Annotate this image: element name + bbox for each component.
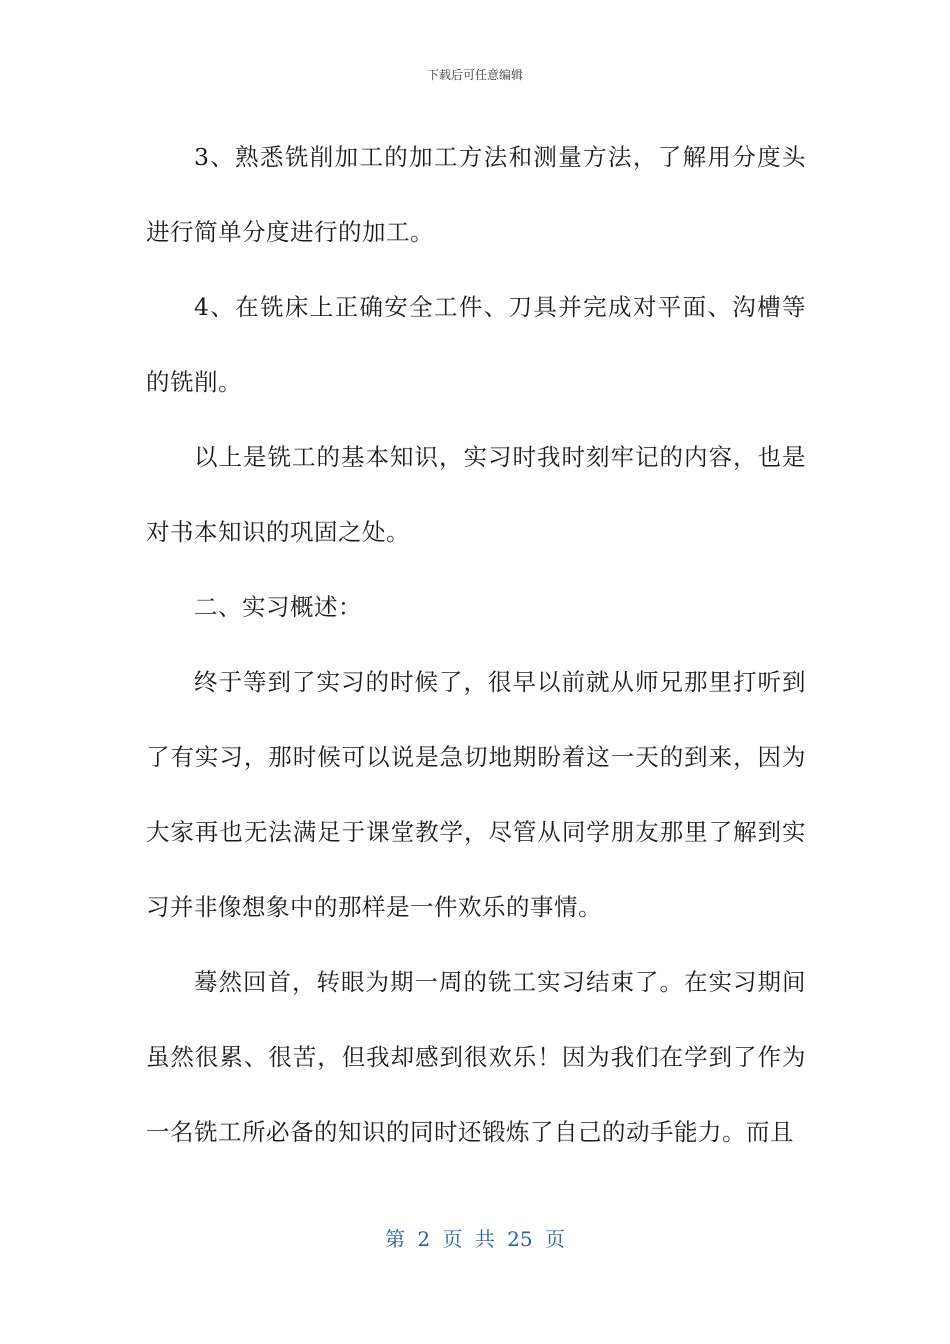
section-heading: 二、实习概述：	[194, 593, 362, 621]
paragraph-4: 终于等到了实习的时候了，很早以前就从师兄那里打听到了有实习，那时候可以说是急切地期盼着这一天的到来，因为大家再也无法满足于课堂教学，尽管从同学朋友那里了解到实习并非像想象中的那样是一件欢乐的事情。	[146, 668, 806, 921]
paragraph-3: 以上是铣工的基本知识，实习时我时刻牢记的内容，也是对书本知识的巩固之处。	[146, 443, 806, 546]
document-body	[146, 120, 806, 1170]
paragraph-1: 3、熟悉铣削加工的加工方法和测量方法，了解用分度头进行简单分度进行的加工。	[146, 143, 806, 246]
page-header: 下载后可任意编辑	[426, 68, 523, 82]
page-number-footer: 第 2 页 共 25 页	[385, 1227, 565, 1251]
paragraph-2: 4、在铣床上正确安全工件、刀具并完成对平面、沟槽等的铣削。	[146, 293, 806, 396]
paragraph-5: 蓦然回首，转眼为期一周的铣工实习结束了。在实习期间虽然很累、很苦，但我却感到很欢乐！因为我们在学到了作为一名铣工所必备的知识的同时还锻炼了自己的动手能力。而且	[146, 968, 806, 1146]
